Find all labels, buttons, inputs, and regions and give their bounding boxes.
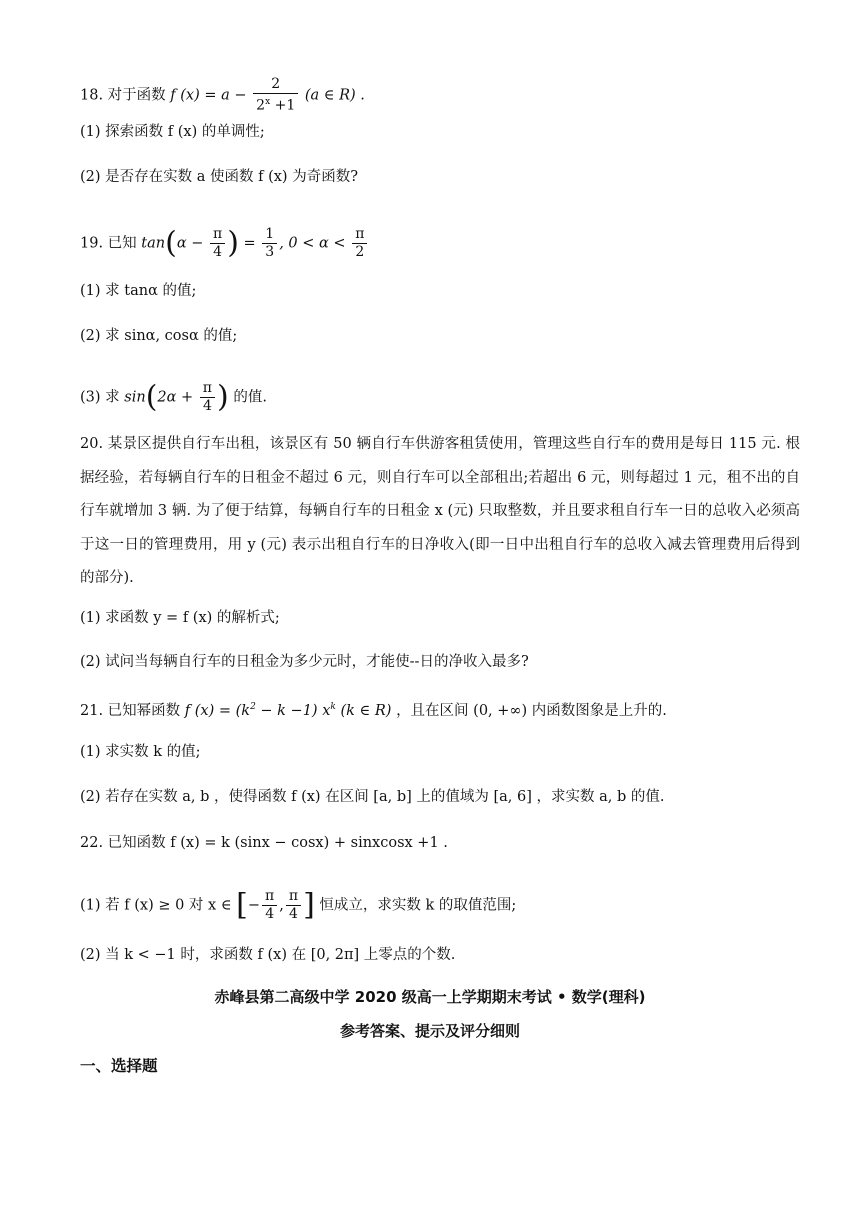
q20-statement: 20. 某景区提供自行车出租，该景区有 50 辆自行车供游客租赁使用，管理这些自行车的费用是每日 115 元. 根据经验，若每辆自行车的日租金不超过 6 元，则自行车可以全部租出;若超出 6 元，则每超过 1 元，租不出的自行车就增加 3 辆. 为了便于结算，每辆自行车的日租金 x (元) 只取整数，并且要求租自行车一日的总收入必须高于这一日的管理费用，用 y (元) 表示出租自行车的日净收入(即一日中出租自行车的总收入减去管理费用后得到的部分). bbox=[80, 436, 800, 586]
q19-p3-prefix: (3) 求 bbox=[80, 389, 120, 406]
q21-part-2: (2) 若存在实数 a, b ，使得函数 f (x) 在区间 [a, b] 上的值域为 [a, 6] ，求实数 a, b 的值. bbox=[80, 789, 665, 805]
q18-frac-den bbox=[253, 93, 298, 115]
q19-frac-pi-2 bbox=[352, 226, 367, 261]
q19-equals: = bbox=[243, 235, 256, 252]
q22-frac-1 bbox=[262, 888, 277, 923]
q18-formula-lead: f (x) = a − bbox=[170, 87, 247, 104]
q21-statement bbox=[80, 697, 800, 721]
q18-den-base: 2 bbox=[256, 97, 266, 114]
q21-formula bbox=[185, 703, 392, 719]
q19-frac-pi-4 bbox=[210, 226, 225, 261]
q22-pi-1: π bbox=[265, 888, 275, 904]
q18-tail: (a ∈ R) . bbox=[304, 87, 365, 104]
q18-part-2: (2) 是否存在实数 a 使函数 f (x) 为奇函数? bbox=[80, 169, 358, 185]
q22-part-2: (2) 当 k < −1 时，求函数 f (x) 在 [0, 2π] 上零点的个数. bbox=[80, 947, 456, 963]
q20-part-1: (1) 求函数 y = f (x) 的解析式; bbox=[80, 610, 280, 626]
q22-p1-prefix: (1) 若 f (x) ≥ 0 对 x ∈ bbox=[80, 897, 232, 914]
q21-part-1: (1) 求实数 k 的值; bbox=[80, 744, 201, 760]
q18-statement bbox=[80, 76, 800, 115]
q18-part-1: (1) 探索函数 f (x) 的单调性; bbox=[80, 124, 265, 140]
q19-part-3 bbox=[80, 380, 800, 415]
q19-p3-four: 4 bbox=[200, 397, 215, 415]
q18-fraction bbox=[253, 76, 298, 115]
q19-condition: , 0 < α < bbox=[279, 235, 346, 252]
q19-pi-2: π bbox=[355, 226, 365, 242]
q22-minus: − bbox=[247, 897, 261, 914]
q19-p3-right-paren: ) bbox=[217, 379, 229, 415]
q19-pi: π bbox=[212, 226, 223, 242]
q19-alpha-minus: α − bbox=[176, 235, 204, 252]
q19-three: 3 bbox=[262, 243, 277, 261]
q19-prefix: 19. 已知 bbox=[80, 235, 137, 252]
q19-frac-1-3 bbox=[262, 226, 277, 261]
q18-den-sup: x bbox=[265, 97, 271, 107]
answer-key-title: 赤峰县第二高级中学 2020 级高一上学期期末考试 • 数学(理科) bbox=[214, 988, 646, 1006]
q21-sup-2: 2 bbox=[250, 702, 256, 712]
q21-formula-a: f (x) = (k bbox=[184, 702, 251, 719]
q18-prefix: 18. 对于函数 bbox=[80, 87, 166, 104]
q18-frac-num: 2 bbox=[271, 76, 281, 92]
q22-pi-2: π bbox=[288, 888, 299, 904]
q20-part-2: (2) 试问当每辆自行车的日租金为多少元时，才能使--日的净收入最多? bbox=[80, 654, 529, 670]
q19-p3-frac bbox=[200, 380, 215, 415]
q19-left-paren: ( bbox=[165, 225, 177, 261]
q22-frac-2 bbox=[286, 888, 301, 923]
q19-statement bbox=[80, 226, 800, 261]
section-heading: 一、选择题 bbox=[80, 1057, 158, 1075]
q22-p1-tail: 恒成立，求实数 k 的取值范围; bbox=[319, 897, 517, 914]
q19-p3-left-paren: ( bbox=[145, 379, 158, 415]
q19-p3-tail: 的值. bbox=[233, 389, 267, 406]
q22-right-bracket: ] bbox=[303, 887, 315, 923]
q22-statement: 22. 已知函数 f (x) = k (sinx − cosx) + sinxcosx +1 . bbox=[80, 835, 448, 851]
q22-part-1: (1) 若 f (x) ≥ 0 对 x ∈ [− $\frac{\pi}{4}$ , $\frac{\pi}{4}$ ] 恒成立，求实数 k 的取值范围; bbox=[80, 887, 517, 923]
q19-p3-inner: 2α + bbox=[157, 389, 194, 406]
q19-two: 2 bbox=[352, 243, 367, 261]
q19-p3-pi: π bbox=[202, 380, 212, 396]
q19-one: 1 bbox=[265, 226, 275, 242]
q19-p3-sin: sin bbox=[124, 389, 146, 406]
q19-tan: tan bbox=[141, 235, 166, 252]
q21-formula-b: − k −1) x bbox=[255, 702, 331, 719]
q21-formula-c: (k ∈ R) bbox=[335, 702, 392, 719]
q19-right-paren: ) bbox=[227, 225, 239, 261]
q19-four: 4 bbox=[210, 243, 225, 261]
q21-sup-k: k bbox=[330, 702, 336, 712]
q19-part-1: (1) 求 tanα 的值; bbox=[80, 283, 197, 299]
q21-tail: ，且在区间 (0, +∞) 内函数图象是上升的. bbox=[396, 702, 667, 719]
q22-left-bracket: [ bbox=[236, 887, 248, 923]
q18-den-tail: +1 bbox=[270, 97, 296, 114]
answer-key-subtitle: 参考答案、提示及评分细则 bbox=[339, 1022, 520, 1040]
q19-part-2: (2) 求 sinα, cosα 的值; bbox=[80, 328, 238, 344]
q22-four-1: 4 bbox=[262, 905, 277, 923]
q21-prefix: 21. 已知幂函数 bbox=[80, 702, 181, 719]
q22-four-2: 4 bbox=[286, 905, 301, 923]
